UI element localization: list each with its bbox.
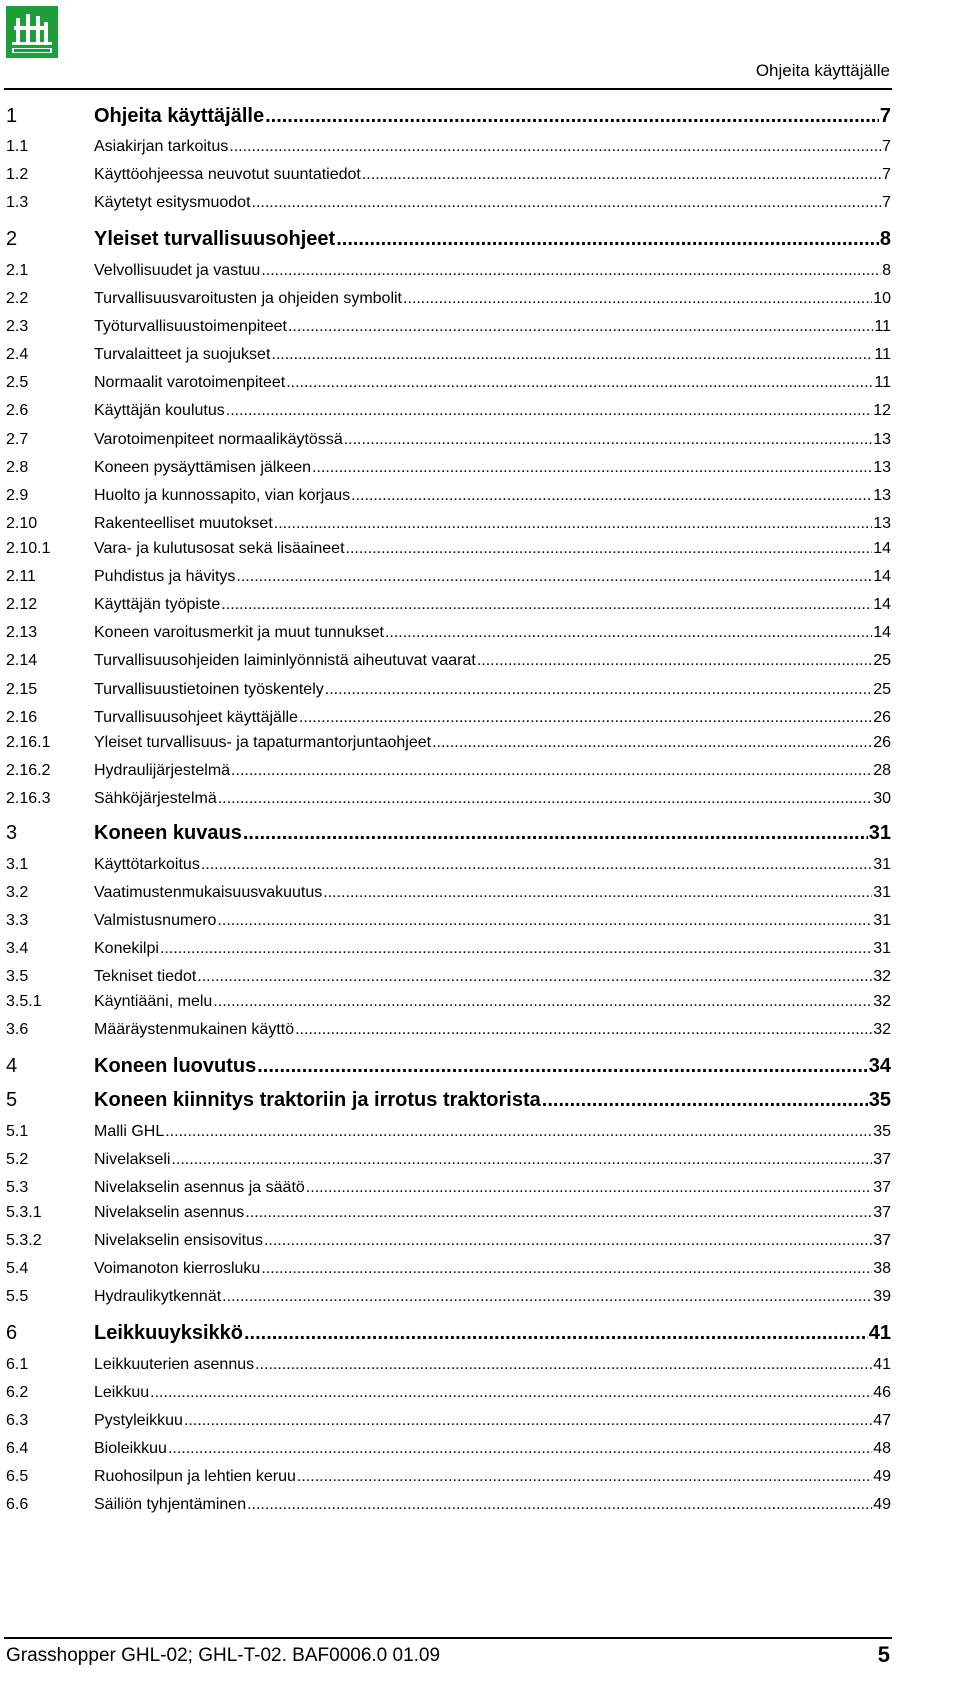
toc-entry-title: Nivelakselin asennus (94, 1204, 245, 1221)
toc-entry[interactable] (6, 1288, 891, 1306)
toc-entry-number: 6.2 (6, 1384, 29, 1401)
toc-entry[interactable] (6, 1179, 891, 1197)
toc-entry-number: 2.15 (6, 681, 38, 698)
toc-entry[interactable] (6, 1021, 891, 1039)
toc-entry-number: 2.10 (6, 515, 38, 532)
toc-entry[interactable] (6, 940, 891, 958)
toc-entry-title: Säiliön tyhjentäminen (94, 1496, 247, 1513)
toc-leader-dots (165, 1123, 872, 1141)
toc-entry[interactable] (6, 856, 891, 874)
toc-entry-page: 10 (873, 290, 891, 307)
toc-entry-number: 2 (6, 228, 18, 250)
toc-leader-dots (247, 1496, 872, 1514)
toc-entry-title: Koneen luovutus (94, 1055, 257, 1077)
toc-leader-dots (243, 822, 868, 845)
toc-entry-title: Käyntiääni, melu (94, 993, 213, 1010)
toc-entry[interactable] (6, 652, 891, 670)
toc-entry-page: 26 (873, 709, 891, 726)
toc-entry-page: 7 (882, 194, 891, 211)
toc-entry-page: 13 (873, 459, 891, 476)
toc-entry-number: 3.5 (6, 968, 29, 985)
toc-leader-dots (236, 568, 872, 586)
toc-entry-number: 5.3.2 (6, 1232, 42, 1249)
toc-entry-number: 2.12 (6, 596, 38, 613)
toc-entry-page: 38 (873, 1260, 891, 1277)
toc-entry-title: Turvallisuusvaroitusten ja ohjeiden symbolit (94, 290, 402, 307)
toc-leader-dots (168, 1440, 872, 1458)
toc-entry[interactable] (6, 1496, 891, 1514)
toc-entry-title: Vaatimustenmukaisuusvakuutus (94, 884, 323, 901)
header-title: Ohjeita käyttäjälle (755, 61, 890, 80)
toc-entry-number: 5.4 (6, 1260, 29, 1277)
toc-entry-page: 39 (873, 1288, 891, 1305)
toc-leader-dots (306, 1179, 872, 1197)
toc-entry-number: 2.8 (6, 459, 29, 476)
toc-entry[interactable] (6, 1151, 891, 1169)
toc-entry[interactable] (6, 1412, 891, 1430)
toc-entry-number: 2.7 (6, 431, 29, 448)
toc-entry-title: Nivelakselin asennus ja säätö (94, 1179, 305, 1196)
toc-entry-page: 32 (873, 1021, 891, 1038)
toc-leader-dots (160, 940, 872, 958)
toc-leader-dots (346, 540, 873, 558)
toc-entry[interactable] (6, 993, 891, 1011)
toc-entry-page: 37 (873, 1204, 891, 1221)
toc-entry-title: Yleiset turvallisuusohjeet (94, 228, 336, 250)
toc-entry-number: 5.2 (6, 1151, 29, 1168)
toc-entry-page: 35 (868, 1089, 891, 1111)
toc-entry-title: Malli GHL (94, 1123, 165, 1140)
toc-entry-number: 6 (6, 1322, 18, 1344)
toc-entry[interactable] (6, 431, 891, 449)
toc-entry-number: 2.2 (6, 290, 29, 307)
toc-entry-number: 5.3.1 (6, 1204, 42, 1221)
toc-entry-number: 2.11 (6, 568, 36, 585)
toc-entry-number: 2.9 (6, 487, 29, 504)
toc-entry-page: 11 (874, 318, 891, 335)
toc-leader-dots (197, 968, 872, 986)
toc-entry-page: 14 (873, 596, 891, 613)
toc-leader-dots (257, 1055, 868, 1078)
toc-entry-number: 5 (6, 1089, 18, 1111)
toc-entry-page: 7 (879, 105, 891, 127)
toc-leader-dots (362, 166, 881, 184)
toc-leader-dots (288, 318, 873, 336)
toc-entry-title: Konekilpi (94, 940, 159, 957)
toc-leader-dots (323, 884, 872, 902)
toc-entry-number: 2.16.1 (6, 734, 51, 751)
toc-entry-page: 41 (868, 1322, 891, 1344)
toc-entry[interactable] (6, 228, 891, 251)
toc-entry[interactable] (6, 1468, 891, 1486)
toc-entry-number: 1.2 (6, 166, 29, 183)
toc-entry[interactable] (6, 1123, 891, 1141)
toc-entry-page: 8 (879, 228, 891, 250)
toc-entry-page: 11 (874, 374, 891, 391)
toc-leader-dots (226, 402, 872, 420)
toc-entry[interactable] (6, 262, 891, 280)
footer-divider (4, 1637, 892, 1639)
toc-entry-number: 2.1 (6, 262, 29, 279)
toc-leader-dots (385, 624, 872, 642)
toc-entry[interactable] (6, 166, 891, 184)
toc-leader-dots (344, 431, 872, 449)
toc-leader-dots (299, 709, 872, 727)
toc-entry[interactable] (6, 540, 891, 558)
toc-leader-dots (184, 1412, 872, 1430)
toc-entry-number: 2.6 (6, 402, 29, 419)
toc-entry-page: 25 (873, 652, 891, 669)
toc-entry-number: 3 (6, 822, 18, 844)
toc-entry[interactable] (6, 374, 891, 392)
toc-entry[interactable] (6, 402, 891, 420)
toc-entry[interactable] (6, 912, 891, 930)
toc-entry-page: 41 (873, 1356, 891, 1373)
toc-entry-title: Käyttötarkoitus (94, 856, 200, 873)
toc-entry[interactable] (6, 734, 891, 752)
toc-entry-page: 31 (868, 822, 891, 844)
toc-entry-title: Sähköjärjestelmä (94, 790, 217, 807)
toc-entry[interactable] (6, 138, 891, 156)
toc-entry-number: 5.1 (6, 1123, 29, 1140)
amazone-logo (6, 6, 58, 58)
toc-entry-page: 46 (873, 1384, 891, 1401)
toc-leader-dots (221, 596, 872, 614)
toc-entry-title: Hydraulijärjestelmä (94, 762, 231, 779)
toc-leader-dots (244, 1322, 868, 1345)
toc-leader-dots (231, 762, 872, 780)
toc-entry-number: 1.1 (6, 138, 29, 155)
toc-leader-dots (255, 1356, 872, 1374)
toc-entry[interactable] (6, 762, 891, 780)
toc-entry-page: 47 (873, 1412, 891, 1429)
toc-entry-title: Pystyleikkuu (94, 1412, 183, 1429)
toc-leader-dots (477, 652, 872, 670)
toc-entry-page: 31 (873, 912, 891, 929)
toc-entry[interactable] (6, 884, 891, 902)
toc-entry-title: Käyttäjän työpiste (94, 596, 221, 613)
toc-entry-page: 14 (873, 624, 891, 641)
toc-entry[interactable] (6, 1322, 891, 1345)
toc-leader-dots (432, 734, 872, 752)
toc-entry-title: Bioleikkuu (94, 1440, 167, 1457)
toc-entry-number: 2.13 (6, 624, 38, 641)
toc-entry-page: 13 (873, 515, 891, 532)
toc-entry[interactable] (6, 1204, 891, 1222)
toc-leader-dots (264, 1232, 872, 1250)
toc-entry-title: Käyttäjän koulutus (94, 402, 225, 419)
toc-entry[interactable] (6, 105, 891, 128)
toc-entry-number: 3.3 (6, 912, 29, 929)
toc-entry-title: Määräystenmukainen käyttö (94, 1021, 295, 1038)
toc-entry-page: 31 (873, 856, 891, 873)
toc-entry-title: Käyttöohjeessa neuvotut suuntatiedot (94, 166, 361, 183)
toc-entry-number: 3.5.1 (6, 993, 42, 1010)
toc-leader-dots (325, 681, 872, 699)
toc-leader-dots (261, 262, 881, 280)
toc-entry-title: Huolto ja kunnossapito, vian korjaus (94, 487, 351, 504)
toc-entry-number: 3.1 (6, 856, 29, 873)
toc-entry-title: Velvollisuudet ja vastuu (94, 262, 261, 279)
toc-entry[interactable] (6, 1440, 891, 1458)
toc-entry[interactable] (6, 487, 891, 505)
toc-entry[interactable] (6, 1356, 891, 1374)
toc-entry[interactable] (6, 1089, 891, 1112)
toc-entry-page: 37 (873, 1151, 891, 1168)
toc-entry-page: 31 (873, 940, 891, 957)
toc-entry-title: Puhdistus ja hävitys (94, 568, 236, 585)
toc-leader-dots (274, 515, 872, 533)
header-divider (4, 88, 892, 90)
toc-entry-title: Yleiset turvallisuus- ja tapaturmantorjuntaohjeet (94, 734, 432, 751)
toc-entry-number: 6.1 (6, 1356, 29, 1373)
toc-entry-title: Koneen varoitusmerkit ja muut tunnukset (94, 624, 384, 641)
toc-entry-page: 30 (873, 790, 891, 807)
toc-entry-page: 28 (873, 762, 891, 779)
toc-entry-page: 32 (873, 968, 891, 985)
toc-leader-dots (265, 105, 879, 128)
toc-entry-title: Rakenteelliset muutokset (94, 515, 273, 532)
toc-leader-dots (171, 1151, 872, 1169)
toc-entry-page: 37 (873, 1179, 891, 1196)
toc-leader-dots (403, 290, 872, 308)
toc-entry-page: 14 (873, 540, 891, 557)
toc-entry[interactable] (6, 1260, 891, 1278)
toc-entry-title: Voimanoton kierrosluku (94, 1260, 261, 1277)
logo-icon (6, 6, 58, 58)
toc-leader-dots (312, 459, 872, 477)
toc-entry[interactable] (6, 346, 891, 364)
toc-leader-dots (261, 1260, 872, 1278)
toc-entry-number: 2.16.2 (6, 762, 51, 779)
toc-entry-page: 49 (873, 1468, 891, 1485)
toc-entry[interactable] (6, 1055, 891, 1078)
toc-entry-number: 6.4 (6, 1440, 29, 1457)
toc-entry-number: 6.6 (6, 1496, 29, 1513)
footer-text: Grasshopper GHL-02; GHL-T-02. BAF0006.0 01.09 (6, 1645, 441, 1666)
toc-entry[interactable] (6, 515, 891, 533)
toc-entry-title: Leikkuu (94, 1384, 150, 1401)
toc-entry-number: 2.4 (6, 346, 29, 363)
toc-leader-dots (217, 912, 872, 930)
toc-leader-dots (229, 138, 881, 156)
toc-entry-title: Turvallisuusohjeiden laiminlyönnistä aiheutuvat vaarat (94, 652, 476, 669)
toc-entry-number: 1 (6, 105, 18, 127)
toc-leader-dots (222, 1288, 872, 1306)
toc-entry-title: Leikkuuyksikkö (94, 1322, 243, 1344)
toc-entry-title: Nivelakselin ensisovitus (94, 1232, 263, 1249)
toc-entry[interactable] (6, 459, 891, 477)
toc-entry-number: 2.10.1 (6, 540, 51, 557)
toc-entry-title: Koneen pysäyttämisen jälkeen (94, 459, 312, 476)
toc-entry-page: 31 (873, 884, 891, 901)
toc-entry-title: Hydraulikytkennät (94, 1288, 222, 1305)
toc-entry[interactable] (6, 624, 891, 642)
toc-entry[interactable] (6, 822, 891, 845)
toc-entry-number: 6.5 (6, 1468, 29, 1485)
toc-entry-page: 26 (873, 734, 891, 751)
toc-entry-title: Tekniset tiedot (94, 968, 197, 985)
toc-leader-dots (336, 228, 879, 251)
toc-entry[interactable] (6, 790, 891, 808)
toc-entry-number: 6.3 (6, 1412, 29, 1429)
toc-entry[interactable] (6, 1384, 891, 1402)
toc-leader-dots (245, 1204, 872, 1222)
toc-leader-dots (218, 790, 872, 808)
toc-entry-page: 34 (868, 1055, 891, 1077)
toc-entry-title: Leikkuuterien asennus (94, 1356, 255, 1373)
toc-entry-page: 37 (873, 1232, 891, 1249)
toc-entry-title: Koneen kiinnitys traktoriin ja irrotus traktorista (94, 1089, 541, 1111)
toc-entry-title: Käytetyt esitysmuodot (94, 194, 251, 211)
toc-entry-number: 2.16 (6, 709, 38, 726)
toc-entry-page: 7 (882, 166, 891, 183)
toc-entry[interactable] (6, 194, 891, 212)
toc-leader-dots (542, 1089, 868, 1112)
toc-leader-dots (150, 1384, 872, 1402)
toc-entry[interactable] (6, 596, 891, 614)
toc-entry[interactable] (6, 318, 891, 336)
toc-entry-page: 13 (873, 431, 891, 448)
toc-entry-title: Ruohosilpun ja lehtien keruu (94, 1468, 296, 1485)
toc-entry-page: 11 (874, 346, 891, 363)
toc-entry-page: 13 (873, 487, 891, 504)
toc-entry-number: 3.4 (6, 940, 29, 957)
toc-entry-title: Varotoimenpiteet normaalikäytössä (94, 431, 343, 448)
toc-entry-number: 3.2 (6, 884, 29, 901)
toc-leader-dots (286, 374, 873, 392)
toc-entry-title: Työturvallisuustoimenpiteet (94, 318, 287, 335)
toc-entry-page: 32 (873, 993, 891, 1010)
toc-entry-number: 4 (6, 1055, 18, 1077)
toc-entry-page: 25 (873, 681, 891, 698)
toc-entry-number: 3.6 (6, 1021, 29, 1038)
toc-leader-dots (271, 346, 873, 364)
toc-entry[interactable] (6, 568, 891, 586)
toc-entry-number: 1.3 (6, 194, 29, 211)
toc-entry-page: 35 (873, 1123, 891, 1140)
toc-entry-title: Normaalit varotoimenpiteet (94, 374, 286, 391)
toc-entry-page: 12 (873, 402, 891, 419)
toc-entry-number: 5.3 (6, 1179, 29, 1196)
toc-entry-title: Ohjeita käyttäjälle (94, 105, 265, 127)
toc-entry-title: Koneen kuvaus (94, 822, 242, 844)
toc-entry-page: 14 (873, 568, 891, 585)
toc-entry-title: Turvallisuustietoinen työskentely (94, 681, 324, 698)
toc-entry[interactable] (6, 1232, 891, 1250)
toc-entry-title: Turvallisuusohjeet käyttäjälle (94, 709, 298, 726)
toc-entry-number: 2.14 (6, 652, 38, 669)
toc-leader-dots (213, 993, 872, 1011)
toc-entry-number: 2.16.3 (6, 790, 51, 807)
toc-entry-title: Nivelakseli (94, 1151, 171, 1168)
toc-entry[interactable] (6, 290, 891, 308)
toc-leader-dots (201, 856, 872, 874)
toc-entry-title: Valmistusnumero (94, 912, 217, 929)
toc-entry-page: 49 (873, 1496, 891, 1513)
footer-page-number: 5 (877, 1642, 890, 1667)
toc-leader-dots (297, 1468, 872, 1486)
toc-leader-dots (252, 194, 882, 212)
toc-entry-title: Asiakirjan tarkoitus (94, 138, 229, 155)
toc-entry-number: 2.3 (6, 318, 29, 335)
toc-entry-number: 5.5 (6, 1288, 29, 1305)
toc-entry-page: 8 (882, 262, 891, 279)
toc-entry[interactable] (6, 709, 891, 727)
toc-entry-number: 2.5 (6, 374, 29, 391)
toc-leader-dots (351, 487, 872, 505)
toc-entry[interactable] (6, 681, 891, 699)
toc-leader-dots (295, 1021, 872, 1039)
toc-entry-page: 7 (882, 138, 891, 155)
toc-entry-title: Turvalaitteet ja suojukset (94, 346, 271, 363)
toc-entry-title: Vara- ja kulutusosat sekä lisäaineet (94, 540, 345, 557)
toc-entry[interactable] (6, 968, 891, 986)
toc-entry-page: 48 (873, 1440, 891, 1457)
